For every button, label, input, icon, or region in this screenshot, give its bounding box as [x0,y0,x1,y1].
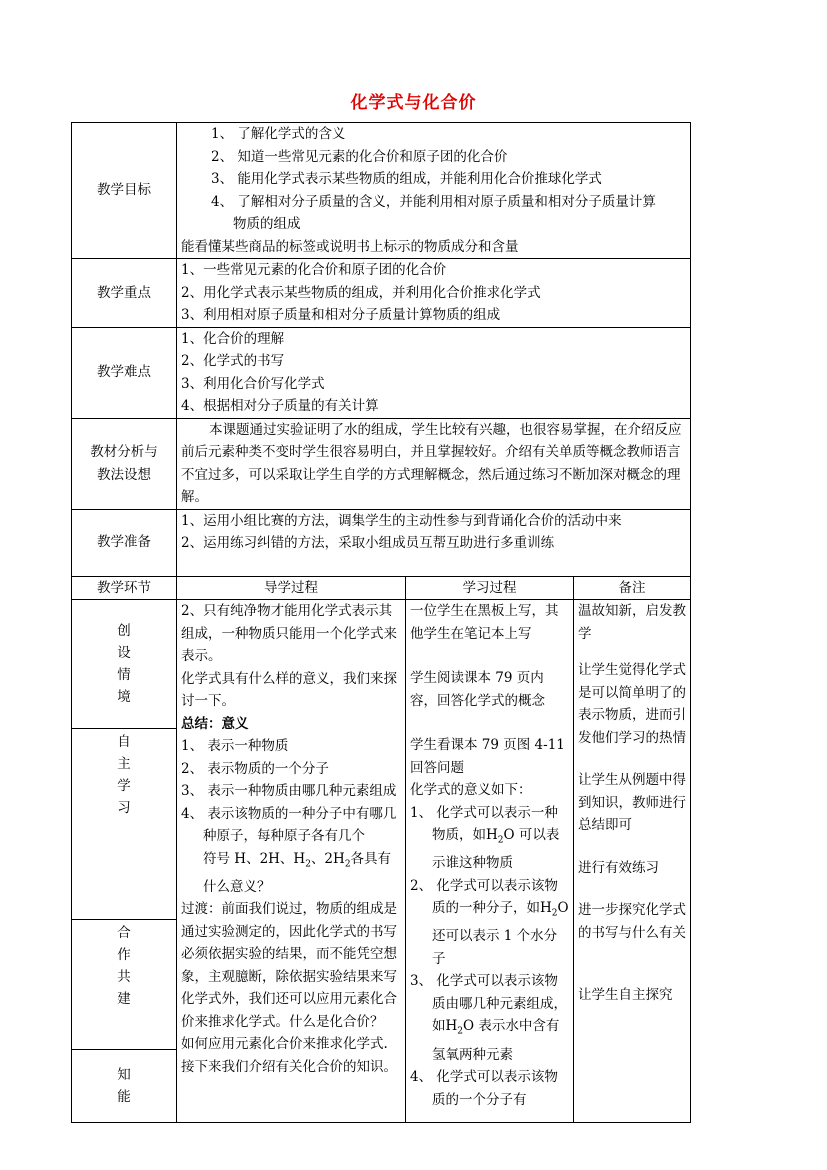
learn-column [406,600,574,1123]
key-point-item: 3、利用相对原子质量和相对分子质量计算物质的组成 [181,307,501,323]
stage-char: 情 [117,667,131,683]
key-points-content [177,259,691,328]
guide-paragraph: 2、只有纯净物才能用化学式表示其组成，一种物质只能用一个化学式来表示。 [181,603,397,664]
spacer [578,645,686,659]
note-item: 让学生自主探究 [578,987,673,1003]
analysis-text: 本课题通过实验证明了水的组成，学生比较有兴趣，也很容易掌握，在介绍反应前后元素种类不变时学生很容易明白，并且掌握较好。介绍有关单质等概念教师语言不宜过多，可以采取让学生自学的方式理解概念，然后通过练习不断加深对概念的理解。 [181,421,682,505]
difficulties-content [177,327,691,418]
stage-char: 作 [117,947,131,963]
guide-paragraph: 过渡：前面我们说过，物质的组成是通过实验测定的，因此化学式的书写必须依据实验的结果，而不能凭空想象，主观臆断，除依据实验结果来写化学式外，我们还可以应用元素化合价来推求化学式。什么是化合价？ 如何应用元素化合价来推求化学式.接下来我们介绍有关化合价的知识。 [181,901,397,1075]
stage-char: 设 [117,645,131,661]
difficulty-item: 1、化合价的理解 [181,330,285,347]
key-point-item: 1、一些常见元素的化合价和原子团的化合价 [181,262,447,278]
preparation-label: 教学准备 [72,509,177,576]
learn-item-text: O 还可以表示 1 个水分子 [432,900,569,967]
analysis-label-line1: 教材分析与 [90,444,158,460]
stage-cell-2 [72,729,176,920]
learn-item [410,970,569,1066]
stage-cell-1 [72,600,176,729]
learn-paragraph: 学生看课本 79 页图 4-11 回答问题 [410,737,565,776]
stage-char: 能 [117,1089,131,1105]
guide-symbols-prefix: 符号 H、2H、H [203,850,306,867]
analysis-content [177,418,691,509]
preparation-item: 1、运用小组比赛的方法，调集学生的主动性参与到背诵化合价的活动中来 [181,512,622,529]
objective-item: 3、 能用化学式表示某些物质的组成，并能利用化合价推球化学式 [211,171,602,187]
stage-char: 知 [117,1067,131,1083]
learn-item-text: O 表示水中含有氢氧两种元素 [432,1018,560,1063]
spacer [578,837,686,857]
key-points-label: 教学重点 [72,259,177,328]
guide-summary: 总结：意义 [181,715,249,732]
learn-item-text: 3、 化学式可以表示该物质由哪几种元素组成，如H [410,973,567,1035]
notes-header: 备注 [574,576,691,600]
learn-item-text: O 可以表示谁这种物质 [432,827,560,872]
guide-column [177,600,406,1123]
stage-char: 习 [117,800,131,816]
note-item: 进一步探究化学式的书写与什么有关 [578,902,686,941]
spacer [410,712,569,734]
learn-paragraph: 化学式的意义如下： [410,782,532,798]
spacer [578,944,686,984]
analysis-row [72,418,691,509]
learn-item [410,802,569,875]
difficulties-label: 教学难点 [72,327,177,418]
subscript: 2 [344,859,351,870]
subscript: 2 [497,835,504,846]
stage-char: 主 [117,756,131,772]
stage-char: 合 [117,925,131,941]
subscript: 2 [305,859,311,870]
preparation-row [72,509,691,576]
learn-item: 4、 化学式可以表示该物质的一个分子有 [410,1069,558,1108]
spacer [410,645,569,667]
analysis-label-line2: 教法设想 [97,466,151,483]
objectives-content [177,123,691,259]
guide-item: 1、 表示一种物质 [181,738,289,754]
difficulty-item: 4、根据相对分子质量的有关计算 [181,398,379,414]
learn-item [410,875,569,971]
stage-char: 境 [117,689,131,705]
objective-item-continued: 物质的组成 [233,216,301,232]
objectives-row [72,123,691,259]
guide-item: 2、 表示物质的一个分子 [181,760,329,777]
stage-char: 共 [117,969,131,985]
lesson-plan-table [71,122,691,1123]
key-points-row [72,259,691,328]
guide-header: 导学过程 [177,576,406,600]
key-point-item: 2、用化学式表示某些物质的组成，并利用化合价推求化学式 [181,284,541,301]
learn-item-text: 2、 化学式可以表示该物质的一种分子，如H [410,877,558,917]
stage-char: 创 [117,623,131,639]
process-header-row [72,576,691,600]
objectives-label: 教学目标 [72,123,177,259]
difficulties-row [72,327,691,418]
page-title: 化学式与化合价 [350,93,477,113]
process-body-row [72,600,691,1123]
guide-symbols-suffix: 各具有什么意义？ [203,850,392,895]
spacer [578,749,686,769]
note-item: 进行有效练习 [578,859,659,876]
objective-item: 4、 了解相对分子质量的含义，并能利用相对原子质量和相对分子质量计算 [211,193,656,210]
guide-symbols-mid: 、2H [310,850,345,867]
objective-item: 1、 了解化学式的含义 [211,126,346,142]
learn-header: 学习过程 [406,576,574,600]
stage-cell-3 [72,920,176,1050]
stage-char: 建 [117,991,131,1007]
stage-cell-4 [72,1050,176,1122]
difficulty-item: 2、化学式的书写 [181,353,285,369]
guide-item: 4、 表示该物质的一种分子中有哪几种原子，每种原子各有几个 [181,805,397,844]
analysis-label [72,418,177,509]
note-item: 让学生从例题中得到知识，教师进行总结即可 [578,772,686,833]
stage-header: 教学环节 [72,576,177,600]
subscript: 2 [551,908,558,919]
learn-item-text: 1、 化学式可以表示一种物质，如H [410,804,558,843]
subscript: 2 [457,1027,464,1038]
stage-char: 自 [117,734,131,750]
guide-item: 3、 表示一种物质由哪几种元素组成 [181,783,397,799]
stage-column [72,600,177,1123]
note-item: 温故知新，启发教学 [578,603,686,642]
spacer [578,879,686,899]
guide-symbols [181,848,401,899]
learn-paragraph: 一位学生在黑板上写，其他学生在笔记本上写 [410,603,559,642]
preparation-item: 2、运用练习纠错的方法，采取小组成员互帮互助进行多重训练 [181,535,555,551]
note-item: 让学生觉得化学式是可以简单明了的表示物质，进而引发他们学习的热情 [578,662,686,746]
objective-extra: 能看懂某些商品的标签或说明书上标示的物质成分和含量 [181,238,519,255]
objective-item: 2、 知道一些常见元素的化合价和原子团的化合价 [211,148,508,165]
stage-char: 学 [117,778,131,794]
preparation-content [177,509,691,576]
notes-column [574,600,691,1123]
learn-paragraph: 学生阅读课本 79 页内容，回答化学式的概念 [410,670,545,709]
difficulty-item: 3、利用化合价写化学式 [181,375,325,392]
guide-paragraph: 化学式具有什么样的意义，我们来探讨一下。 [181,670,397,709]
